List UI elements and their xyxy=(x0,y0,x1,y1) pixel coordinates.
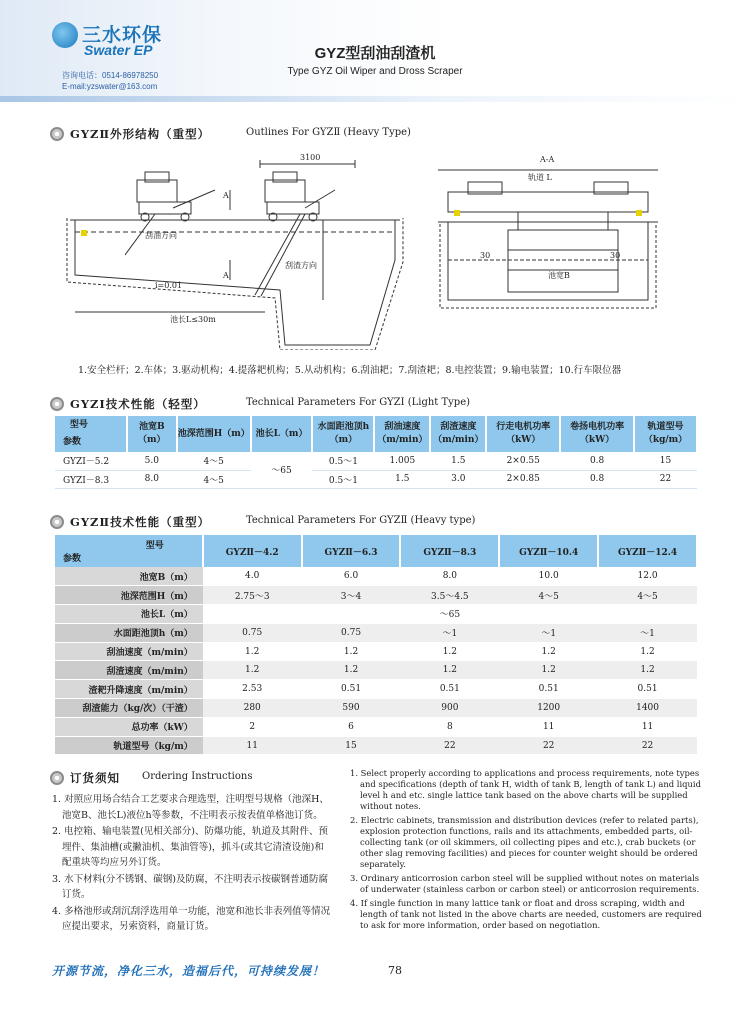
table-cell: 1.2 xyxy=(499,661,598,680)
model-cell: GYZⅠ－8.3 xyxy=(55,470,127,488)
section-mark-a-top: A xyxy=(223,191,229,200)
table-cell: 1.2 xyxy=(302,661,401,680)
logo-text-cn: 三水环保 xyxy=(82,25,163,46)
row-label: 刮油速度（m/min） xyxy=(55,642,203,661)
table-cell: 2.53 xyxy=(203,680,302,699)
table-cell: 8.0 xyxy=(400,567,499,586)
table-cell: 2×0.85 xyxy=(486,470,560,488)
model-cell: GYZⅠ－5.2 xyxy=(55,452,127,470)
header-cell: 卷扬电机功率（kW） xyxy=(560,416,634,452)
table-cell: 11 xyxy=(598,717,697,736)
table-cell: 5.0 xyxy=(127,452,177,470)
table-row xyxy=(55,642,697,661)
table-cell: 4～5 xyxy=(499,586,598,605)
table-cell: 0.51 xyxy=(598,680,697,699)
side-elevation-drawing xyxy=(55,150,425,350)
row-label: 总功率（kW） xyxy=(55,717,203,736)
table-cell: 3.0 xyxy=(430,470,486,488)
table-cell: ～1 xyxy=(598,623,697,642)
header-cell: 刮油速度（m/min） xyxy=(374,416,430,452)
table-cell: 8 xyxy=(400,717,499,736)
header-cell: 池深范围H（m） xyxy=(177,416,251,452)
pool-width-label: 池宽B xyxy=(548,271,570,280)
outline-section-title-en: Outlines For GYZⅡ (Heavy Type) xyxy=(246,127,411,138)
section-mark-a-bottom: A xyxy=(223,271,229,280)
light-type-table xyxy=(55,416,698,489)
page-subtitle: Type GYZ Oil Wiper and Dross Scraper xyxy=(287,66,463,77)
table-cell: 0.75 xyxy=(203,623,302,642)
table-cell: 22 xyxy=(400,736,499,755)
header-divider xyxy=(0,96,750,102)
oil-direction-label: 刮油方向 xyxy=(145,231,177,240)
table-cell: ～1 xyxy=(400,623,499,642)
table-row xyxy=(55,605,697,624)
row-label: 池宽B（m） xyxy=(55,567,203,586)
page-number: 78 xyxy=(388,964,402,977)
dim-3100: 3100 xyxy=(300,153,321,162)
table-cell: 1.2 xyxy=(499,642,598,661)
table-cell: 8.0 xyxy=(127,470,177,488)
corner-cell: 型号 参数 xyxy=(55,416,127,452)
table-cell: 0.51 xyxy=(400,680,499,699)
header-cell: 行走电机功率（kW） xyxy=(486,416,560,452)
table-cell: 4.0 xyxy=(203,567,302,586)
ordering-item-cn: 2. 电控箱、输电装置(见相关部分)、防爆功能，轨道及其附件、预埋件、集油槽(或撇油机、集油管等)，抓斗(或其它清渣设施)和配重块等均应另外订货。 xyxy=(52,826,328,868)
table-cell: 1.5 xyxy=(430,452,486,470)
footer-slogan: 开源节流，净化三水，造福后代，可持续发展！ xyxy=(52,964,326,978)
table-cell: 22 xyxy=(598,736,697,755)
table-cell: 4～5 xyxy=(177,470,251,488)
table-cell: 0.51 xyxy=(302,680,401,699)
ordering-list-en xyxy=(350,768,702,934)
table-cell: 1.005 xyxy=(374,452,430,470)
rail-label: 轨道 L xyxy=(528,173,552,182)
ordering-item-en: 3. Ordinary anticorrosion carbon steel will be supplied without notes on materials of underwater (stainless carbon or carbon steel) or anticorrosion requirements. xyxy=(350,873,700,894)
ordering-item-cn: 4. 多格池形或刮沉刮浮选用单一功能，池宽和池长非表列值等情况应提出要求，另索资料，商量订货。 xyxy=(52,905,331,932)
dross-direction-label: 刮渣方向 xyxy=(285,261,317,270)
page-title: GYZ型刮油刮渣机 xyxy=(314,45,436,62)
table-cell: 3.5～4.5 xyxy=(400,586,499,605)
section-bullet-icon xyxy=(50,515,64,529)
table-cell: 1.2 xyxy=(203,661,302,680)
pool-length-label: 池长L≤30m xyxy=(170,315,216,324)
section-bullet-icon xyxy=(50,397,64,411)
table-cell: 1.2 xyxy=(302,642,401,661)
table-header-row xyxy=(55,535,697,567)
table-cell: 22 xyxy=(499,736,598,755)
dim-30-right: 30 xyxy=(610,251,621,260)
section-aa-label: A-A xyxy=(540,155,555,164)
table-row xyxy=(55,717,697,736)
ordering-list-cn xyxy=(52,792,332,936)
table-cell: 22 xyxy=(634,470,697,488)
ordering-item-en: 2. Electric cabinets, transmission and distribution devices (refer to related parts), explosion protection functions, rails and its attachments, embedded parts, oil-collecting tank (or oil skimmers, oil collecting pipes and etc.), crab buckets (or other slag removing facilities) and pieces for counter weight should be ordered separately. xyxy=(350,815,699,869)
table-cell: 6 xyxy=(302,717,401,736)
table-cell: 6.0 xyxy=(302,567,401,586)
table-cell: 0.8 xyxy=(560,470,634,488)
table-cell: 4～5 xyxy=(598,586,697,605)
table-cell: 0.5～1 xyxy=(312,452,374,470)
ordering-item-cn: 1. 对照应用场合结合工艺要求合理选型，注明型号规格（池深H、池宽B、池长L)液位h等参数，不注明表示按表值单格池订货。 xyxy=(52,794,329,821)
ordering-item-en: 1. Select properly according to applications and process requirements, note types and specifications (depth of tank H, width of tank B, length of tank L) and liquid level h and etc. single lattice tank based on the above charts will be supplied without notes. xyxy=(350,768,701,811)
section-bullet-icon xyxy=(50,771,64,785)
table-cell: 590 xyxy=(302,699,401,718)
table-cell: 2 xyxy=(203,717,302,736)
table-cell: 0.75 xyxy=(302,623,401,642)
table-cell: 15 xyxy=(302,736,401,755)
table-row xyxy=(55,699,697,718)
model-header: GYZⅡ－12.4 xyxy=(598,535,697,567)
table-cell: 1.2 xyxy=(598,642,697,661)
table-row xyxy=(55,452,697,470)
model-header: GYZⅡ－8.3 xyxy=(400,535,499,567)
row-label: 池深范围H（m） xyxy=(55,586,203,605)
table-cell: 1400 xyxy=(598,699,697,718)
model-header: GYZⅡ－4.2 xyxy=(203,535,302,567)
table-cell: 12.0 xyxy=(598,567,697,586)
table-cell: 1.2 xyxy=(598,661,697,680)
corner-cell: 型号 参数 xyxy=(55,535,203,567)
table-cell: 0.8 xyxy=(560,452,634,470)
table-cell: 0.5～1 xyxy=(312,470,374,488)
ordering-title: 订货须知 xyxy=(70,771,120,785)
ordering-item-cn: 3. 水下材料(分不锈钢、碳钢)及防腐，不注明表示按碳钢普通防腐订货。 xyxy=(52,873,328,900)
cross-section-drawing xyxy=(428,150,668,320)
table-cell: 1200 xyxy=(499,699,598,718)
row-label: 刮渣速度（m/min） xyxy=(55,661,203,680)
table-cell: ～1 xyxy=(499,623,598,642)
table-cell: 1.2 xyxy=(400,661,499,680)
table-cell: 0.51 xyxy=(499,680,598,699)
heavy-section-title-en: Technical Parameters For GYZⅡ (Heavy type) xyxy=(246,515,476,526)
row-label: 轨道型号（kg/m） xyxy=(55,736,203,755)
heavy-section-title: GYZⅡ技术性能（重型） xyxy=(70,515,211,529)
ordering-item-en: 4. If single function in many lattice tank or float and dross scraping, width and length of tank not listed in the above charts are needed, customers are required to ask for more information, order based on negotiation. xyxy=(350,898,702,930)
row-label: 池长L（m） xyxy=(55,605,203,624)
table-cell: ～65 xyxy=(251,452,313,488)
table-cell: 10.0 xyxy=(499,567,598,586)
table-row xyxy=(55,736,697,755)
table-cell: ～65 xyxy=(203,605,697,624)
table-cell: 11 xyxy=(203,736,302,755)
light-section-title-en: Technical Parameters For GYZⅠ (Light Type) xyxy=(246,397,471,408)
table-cell: 11 xyxy=(499,717,598,736)
table-cell: 3～4 xyxy=(302,586,401,605)
row-label: 渣耙升降速度（m/min） xyxy=(55,680,203,699)
table-cell: 1.5 xyxy=(374,470,430,488)
table-row xyxy=(55,680,697,699)
dim-30-left: 30 xyxy=(480,251,491,260)
table-row xyxy=(55,567,697,586)
table-cell: 900 xyxy=(400,699,499,718)
section-bullet-icon xyxy=(50,127,64,141)
table-row xyxy=(55,623,697,642)
table-row xyxy=(55,470,697,488)
row-label: 刮渣能力（kg/次）（干渣） xyxy=(55,699,203,718)
table-cell: 280 xyxy=(203,699,302,718)
table-cell: 1.2 xyxy=(203,642,302,661)
ordering-title-en: Ordering Instructions xyxy=(142,771,253,782)
model-header: GYZⅡ－6.3 xyxy=(302,535,401,567)
table-cell: 1.2 xyxy=(400,642,499,661)
header-cell: 池长L（m） xyxy=(251,416,313,452)
contact-email: E-mail:yzswater@163.com xyxy=(62,82,158,91)
heavy-type-table xyxy=(55,535,698,755)
footer-band xyxy=(0,950,750,1018)
table-cell: 2×0.55 xyxy=(486,452,560,470)
parts-caption: 1.安全栏杆；2.车体；3.驱动机构；4.提落耙机构；5.从动机构；6.刮油耙；7.刮渣耙；8.电控装置；9.输电装置；10.行车限位器 xyxy=(78,365,622,376)
slope-label: i=0.01 xyxy=(155,281,183,290)
header-cell: 水面距池顶h（m） xyxy=(312,416,374,452)
table-cell: 4～5 xyxy=(177,452,251,470)
row-label: 水面距池顶h（m） xyxy=(55,623,203,642)
header-cell: 轨道型号（kg/m） xyxy=(634,416,697,452)
light-section-title: GYZⅠ技术性能（轻型） xyxy=(70,397,206,411)
logo-text-en: Swater EP xyxy=(84,42,153,58)
outline-section-title: GYZⅡ外形结构（重型） xyxy=(70,127,211,141)
contact-phone: 咨询电话：0514-86978250 xyxy=(62,71,159,80)
table-row xyxy=(55,661,697,680)
table-row xyxy=(55,586,697,605)
header-cell: 池宽B（m） xyxy=(127,416,177,452)
table-header-row xyxy=(55,416,697,452)
header-cell: 刮渣速度（m/min） xyxy=(430,416,486,452)
model-header: GYZⅡ－10.4 xyxy=(499,535,598,567)
table-cell: 15 xyxy=(634,452,697,470)
table-cell: 2.75～3 xyxy=(203,586,302,605)
